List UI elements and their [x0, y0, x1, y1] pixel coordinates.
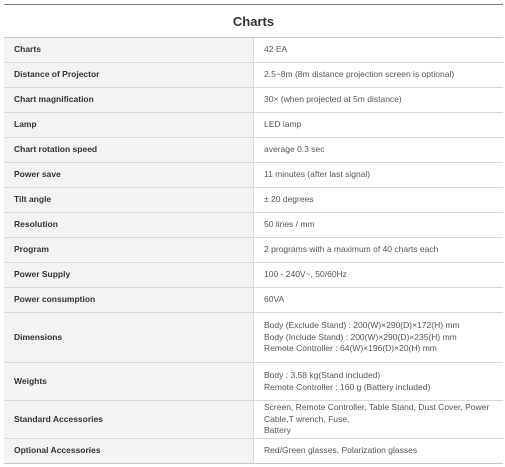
spec-label: Charts — [4, 38, 254, 63]
spec-value — [254, 439, 504, 464]
spec-value — [254, 63, 504, 88]
spec-value — [254, 263, 504, 288]
table-title: Charts — [4, 5, 503, 38]
spec-label: Power save — [4, 163, 254, 188]
table-row — [4, 188, 503, 213]
spec-label: Tilt angle — [4, 188, 254, 213]
table-row — [4, 363, 503, 401]
table-row — [4, 88, 503, 113]
table-row — [4, 63, 503, 88]
spec-label: Distance of Projector — [4, 63, 254, 88]
spec-value — [254, 363, 504, 401]
spec-value-line: 42 EA — [264, 44, 288, 55]
spec-label: Program — [4, 238, 254, 263]
spec-value — [254, 188, 504, 213]
spec-value — [254, 88, 504, 113]
spec-value-line: 30× (when projected at 5m distance) — [264, 94, 402, 105]
spec-table — [4, 4, 503, 464]
spec-value-line: LED lamp — [264, 119, 302, 130]
spec-value-line: Body (Include Stand) : 200(W)×290(D)×235(H) mm — [264, 331, 457, 342]
table-row — [4, 138, 503, 163]
spec-value-line: Red/Green glasses, Polarization glasses — [264, 445, 418, 456]
spec-value — [254, 213, 504, 238]
table-row — [4, 263, 503, 288]
table-body — [4, 38, 503, 464]
table-header-row — [4, 5, 503, 38]
spec-label: Dimensions — [4, 313, 254, 363]
spec-label: Chart rotation speed — [4, 138, 254, 163]
spec-label: Chart magnification — [4, 88, 254, 113]
table-row — [4, 439, 503, 464]
spec-value-line: average 0.3 sec — [264, 144, 325, 155]
spec-value-line: Remote Controller : 160 g (Battery included) — [264, 381, 431, 392]
spec-label: Resolution — [4, 213, 254, 238]
spec-label: Lamp — [4, 113, 254, 138]
spec-value-line: Battery — [264, 425, 291, 436]
spec-value — [254, 401, 504, 439]
spec-value — [254, 288, 504, 313]
spec-value — [254, 138, 504, 163]
spec-value-line: Screen, Remote Controller, Table Stand, Dust Cover, Power Cable,T wrench, Fuse, — [264, 402, 490, 424]
spec-value — [254, 238, 504, 263]
table-row — [4, 238, 503, 263]
spec-label: Power Supply — [4, 263, 254, 288]
spec-value-line: Remote Controller : 64(W)×196(D)×20(H) mm — [264, 343, 437, 354]
table-row — [4, 38, 503, 63]
spec-value-line: 2 programs with a maximum of 40 charts each — [264, 244, 439, 255]
spec-label: Weights — [4, 363, 254, 401]
spec-value-line: Body : 3.58 kg(Stand included) — [264, 370, 381, 380]
spec-label: Power consumption — [4, 288, 254, 313]
table-row — [4, 401, 503, 439]
table-row — [4, 113, 503, 138]
spec-value-line: Body (Exclude Stand) : 200(W)×290(D)×172(H) mm — [264, 320, 460, 331]
spec-label: Optional Accessories — [4, 439, 254, 464]
spec-value — [254, 38, 504, 63]
spec-value-line: 60VA — [264, 294, 285, 305]
spec-value — [254, 313, 504, 363]
table-row — [4, 163, 503, 188]
spec-value — [254, 163, 504, 188]
spec-value-line: ± 20 degrees — [264, 194, 314, 205]
spec-value — [254, 113, 504, 138]
spec-value-line: 50 lines / mm — [264, 219, 315, 230]
spec-value-line: 100 - 240V~, 50/60Hz — [264, 269, 347, 280]
spec-label: Standard Accessories — [4, 401, 254, 439]
table-row — [4, 288, 503, 313]
table-row — [4, 213, 503, 238]
spec-value-line: 2.5~8m (8m distance projection screen is optional) — [264, 69, 455, 80]
table-row — [4, 313, 503, 363]
spec-value-line: 11 minutes (after last signal) — [264, 169, 371, 180]
